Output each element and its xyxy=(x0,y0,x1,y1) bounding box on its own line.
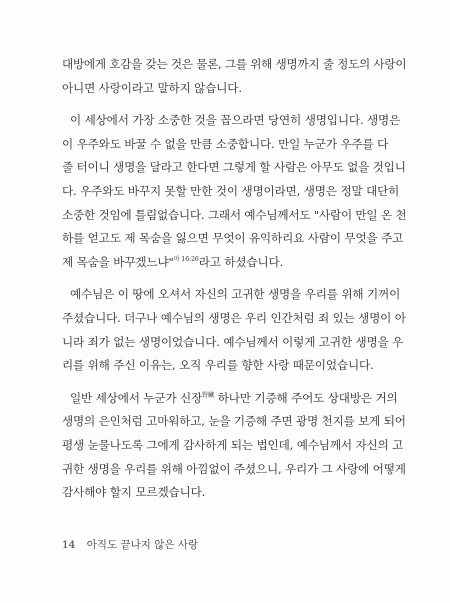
text-line: 리를 위해 주신 이유는, 오직 우리를 향한 사랑 때문이었습니다. xyxy=(62,358,374,373)
text-line: 예수님은 이 땅에 오셔서 자신의 고귀한 생명을 우리를 위해 기꺼이 xyxy=(70,287,401,302)
text-line: 주셨습니다. 더구나 예수님의 생명은 우리 인간처럼 죄 있는 생명이 아 xyxy=(62,310,406,325)
page-footer xyxy=(62,537,198,552)
text-line: 귀한 생명을 우리를 위해 아낌없이 주셨으니, 우리가 그 사랑에 어떻게 xyxy=(62,461,406,476)
text-line xyxy=(62,387,406,411)
text-fragment: 라고 하셨습니다. xyxy=(198,254,284,269)
page-number: 14 xyxy=(62,539,76,551)
text-line: 이 세상에서 가장 소중한 것을 꼽으라면 당연히 생명입니다. 생명은 xyxy=(70,113,401,128)
text-line xyxy=(62,251,406,275)
text-line: 감사해야 할지 모르겠습니다. xyxy=(62,485,206,500)
scripture-reference: 마 16:26 xyxy=(173,255,199,263)
text-fragment: 일반 세상에서 누군가 신장 xyxy=(70,390,203,405)
paragraph xyxy=(62,53,406,100)
paragraph xyxy=(62,283,406,377)
paragraph xyxy=(62,387,406,505)
text-line: 다. 우주와도 바꾸지 못할 만한 것이 생명이라면, 생명은 정말 대단히 xyxy=(62,183,400,198)
text-line: 이 우주와도 바꿀 수 없을 만큼 소중합니다. 만일 누군가 우주를 다 xyxy=(62,136,389,151)
text-line: 평생 눈물나도록 그에게 감사하게 되는 법인데, 예수님께서 자신의 고 xyxy=(62,437,404,452)
hanja-annotation: 腎臟 xyxy=(202,391,215,399)
paragraph xyxy=(62,109,406,274)
text-fragment: 하나만 기증해 주어도 상대방은 거의 xyxy=(214,390,398,405)
text-line: 니라 죄가 없는 생명이었습니다. 예수님께서 이렇게 고귀한 생명을 우 xyxy=(62,334,404,349)
text-line: 대방에게 호감을 갖는 것은 물론, 그를 위해 생명까지 줄 정도의 사랑이 xyxy=(62,57,407,71)
text-line: 생명의 은인처럼 고마워하고, 눈을 기증해 주면 광명 천지를 보게 되어 xyxy=(62,414,406,429)
text-line: 소중한 것임에 틀림없습니다. 그래서 예수님께서도 "사람이 만일 온 천 xyxy=(62,207,407,222)
text-line: 아니면 사랑이라고 말하지 않습니다. xyxy=(62,80,242,95)
text-fragment: 제 목숨을 바꾸겠느냐" xyxy=(62,254,174,269)
text-line: 줄 터이니 생명을 달라고 한다면 그렇게 할 사람은 아무도 없을 것입니 xyxy=(62,160,406,175)
text-line: 하를 얻고도 제 목숨을 잃으면 무엇이 유익하리요 사람이 무엇을 주고 xyxy=(62,231,404,246)
running-title: 아직도 끝나지 않은 사랑 xyxy=(86,539,199,551)
body-text xyxy=(62,53,406,505)
